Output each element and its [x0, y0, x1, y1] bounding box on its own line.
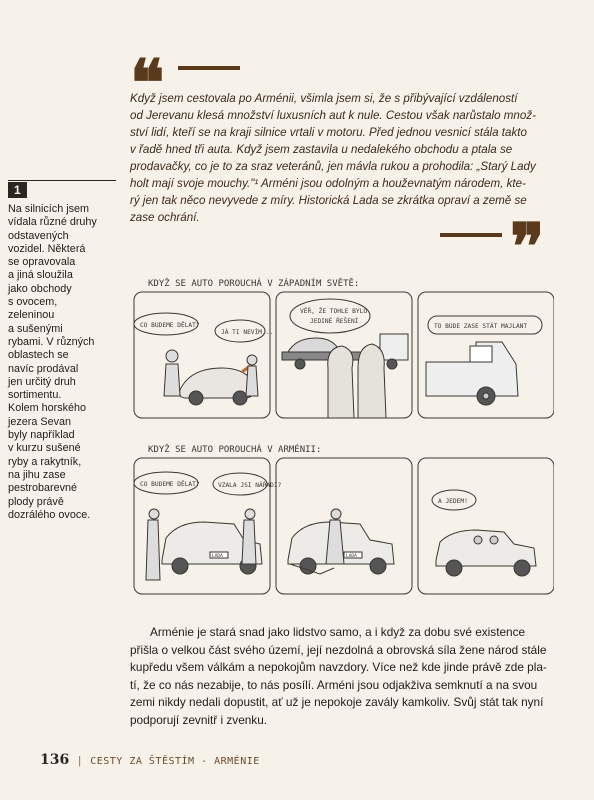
sidebar-note-number: 1 [8, 182, 27, 198]
body-paragraph [130, 624, 552, 730]
comic-panel-4 [134, 458, 282, 594]
quote-line: ství lidí, kteří se na kraji silnice vrtali v motoru. Před jednou vesnicí stála takto [130, 126, 527, 139]
quote-rule-top [178, 66, 240, 70]
sidebar-line: byly například [8, 429, 75, 442]
sidebar-line: se opravovala [8, 256, 76, 269]
quote-line: zase ochrání. [130, 211, 200, 224]
page-number: 136 [40, 752, 70, 768]
body-line: zemi nikdy nedali dopustit, ať už je nepokoje zavály kamkoliv. Svůj stát tak nyní [130, 695, 544, 710]
quote-line: holt mají svoje mouchy."¹ Arméni jsou odolným a houževnatým národem, kte- [130, 177, 526, 190]
comic-panel-5 [276, 458, 412, 594]
comic-panel-6 [418, 458, 554, 594]
speech-bubble-text: A JEDEM! [438, 498, 468, 505]
sidebar-line: v kurzu sušené [8, 442, 81, 455]
body-line: podporují zevnitř i zvenku. [130, 712, 268, 727]
sidebar-line: na jihu zase [8, 468, 66, 481]
body-line: tí, že co nás nezabije, to nás posílí. Arméni jsou odjakživa semknutí a na svou [130, 677, 538, 692]
comic-panel-2 [276, 292, 412, 418]
license-plate-text: LADA [212, 554, 223, 559]
quote-line: Když jsem cestovala po Arménii, všimla jsem si, že s přibývající vzdáleností [130, 92, 518, 105]
sidebar-line: jako obchody [8, 282, 72, 295]
footer-separator: | [78, 755, 82, 767]
sidebar-line: pestrobarevné [8, 482, 78, 495]
comic-strip [130, 268, 554, 601]
sidebar-line: sortimentu. [8, 389, 62, 402]
speech-bubble-text: VĚŘ, ŽE TOHLE BYLO [300, 308, 368, 315]
speech-bubble-text: JEDINÉ ŘEŠENÍ [310, 318, 359, 325]
speech-bubble-text: CO BUDEME DĚLAT? [140, 481, 200, 488]
quote-line: v řadě hned tři auta. Když jsem zastavila u nedalekého obchodu a ptala se [130, 143, 513, 156]
license-plate-text: LADA [346, 554, 357, 559]
sidebar-line: jen určitý druh [8, 375, 76, 388]
sidebar-line: plody právě [8, 495, 64, 508]
body-line: Arménie je stará snad jako lidstvo samo, a i když za dobu své existence [150, 625, 526, 639]
sidebar-line: zeleninou [8, 309, 55, 322]
quote-line: rý jen tak něco nevyvede z míry. Historická Lada se zkrátka opraví a země se [130, 194, 527, 207]
sidebar-line: Na silnicích jsem [8, 203, 89, 215]
page-footer [40, 752, 260, 768]
sidebar-note [8, 180, 116, 522]
speech-bubble-text: TO BUDE ZASE STÁT MAJLANT [434, 323, 528, 330]
sidebar-line: vídala různé druhy [8, 216, 97, 229]
sidebar-line: odstavených [8, 229, 69, 242]
comic-caption-western: KDYŽ SE AUTO POROUCHÁ V ZÁPADNÍM SVĚTĚ: [148, 279, 360, 289]
sidebar-line: Kolem horského [8, 402, 87, 415]
body-line: kupředu všem válkám a nepokojům navzdory. Více než kde jinde právě zde pla- [130, 660, 547, 675]
body-line: přišla o velkou část svého území, její nezdolná a obrovská síla žene národ stále [130, 642, 547, 657]
sidebar-line: vozidel. Některá [8, 242, 86, 255]
comic-panel-3 [418, 292, 554, 418]
speech-bubble-text: CO BUDEME DĚLAT? [140, 322, 200, 329]
pull-quote [130, 90, 550, 226]
sidebar-line: s ovocem, [8, 296, 58, 309]
sidebar-line: ryby a rakytník, [8, 455, 82, 468]
sidebar-note-text [8, 203, 116, 522]
comic-caption-armenia: KDYŽ SE AUTO POROUCHÁ V ARMÉNII: [148, 445, 322, 455]
speech-bubble-text: VZALA JSI NÁŘADÍ? [218, 482, 282, 489]
speech-bubble-text: JÁ TI NEVÍM... [221, 329, 274, 336]
sidebar-line: a sušenými [8, 322, 63, 335]
quote-close-mark: ❞ [510, 210, 545, 285]
quote-line: prodavačky, co je to za sraz veteránů, jen mávla rukou a prohodila: „Starý Lady [130, 160, 536, 173]
sidebar-line: rybami. V různých [8, 335, 95, 348]
sidebar-line: oblastech se [8, 349, 69, 362]
comic-panel-1 [134, 292, 273, 418]
sidebar-line: dozrálého ovoce. [8, 508, 91, 521]
sidebar-line: navíc prodával [8, 362, 79, 375]
quote-line: od Jerevanu klesá množství luxusních aut k nule. Cestou však narůstalo množ- [130, 109, 536, 122]
sidebar-line: a jiná sloužila [8, 269, 73, 282]
quote-open-mark: ❝ [130, 46, 165, 121]
sidebar-line: jezera Sevan [8, 415, 72, 428]
sidebar-rule [8, 180, 116, 181]
quote-rule-bottom [440, 233, 502, 237]
running-title: CESTY ZA ŠTĚSTÍM - ARMÉNIE [90, 756, 260, 767]
